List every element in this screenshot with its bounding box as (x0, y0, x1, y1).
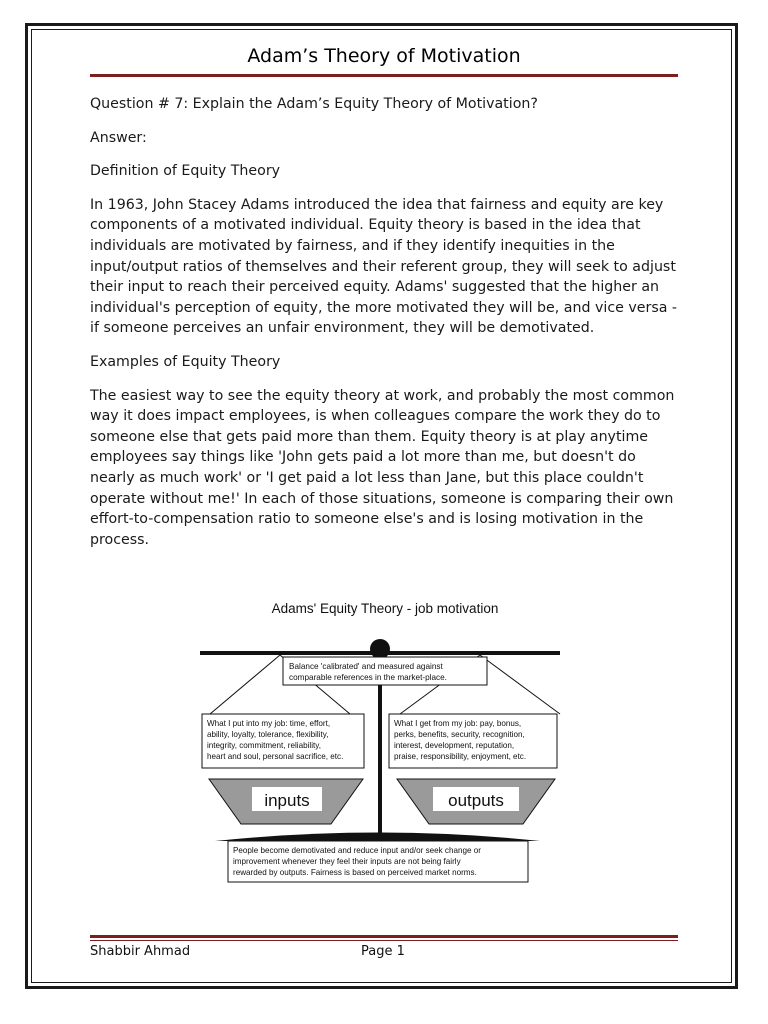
footer-author: Shabbir Ahmad (90, 944, 191, 959)
outputs-box-line-1: What I get from my job: pay, bonus, (394, 719, 522, 728)
answer-label: Answer: (90, 129, 147, 146)
balance-beam (200, 651, 560, 655)
top-box-line-2: comparable references in the market-place. (289, 673, 447, 682)
outputs-box-line-3: interest, development, reputation, (394, 741, 515, 750)
inputs-label: inputs (264, 791, 310, 810)
inputs-box-line-4: heart and soul, personal sacrifice, etc. (207, 752, 344, 761)
diagram-title: Adams' Equity Theory - job motivation (271, 601, 499, 616)
section-heading-examples: Examples of Equity Theory (90, 353, 281, 370)
document-body (90, 94, 680, 563)
top-box-line-1: Balance 'calibrated' and measured against (289, 662, 443, 671)
inputs-box-line-3: integrity, commitment, reliability, (207, 741, 321, 750)
bottom-box-line-3: rewarded by outputs. Fairness is based on perceived market norms. (233, 868, 477, 877)
scale-base (215, 833, 540, 842)
footer-page-number: Page 1 (361, 944, 405, 959)
left-string-a (210, 655, 280, 714)
outputs-box-line-2: perks, benefits, security, recognition, (394, 730, 525, 739)
outputs-box-line-4: praise, responsibility, enjoyment, etc. (394, 752, 527, 761)
bottom-box-line-2: improvement whenever they feel their inputs are not being fairly (233, 857, 461, 866)
inputs-box-line-1: What I put into my job: time, effort, (207, 719, 331, 728)
right-string-b (480, 655, 560, 714)
footer-rule-thin (90, 940, 678, 941)
paragraph-definition: In 1963, John Stacey Adams introduced the idea that fairness and equity are key components of a motivated individual. Equity theory is based in the idea that individuals are motivated by fairness, and if they identify inequities in the input/output ratios of themselves and their referent group, they will seek to adjust their input to reach their perceived equity. Adams' suggested that the higher an individual's perception of equity, the more motivated they will be, and vice versa - if someone perceives an unfair environment, they will be demotivated. (90, 196, 678, 337)
outputs-label: outputs (448, 791, 504, 810)
equity-theory-diagram (195, 596, 575, 891)
question-text: Question # 7: Explain the Adam’s Equity Theory of Motivation? (90, 96, 538, 112)
section-heading-definition: Definition of Equity Theory (90, 163, 281, 180)
page-title: Adam’s Theory of Motivation (247, 45, 521, 67)
bottom-box-line-1: People become demotivated and reduce input and/or seek change or (233, 846, 481, 855)
paragraph-examples: The easiest way to see the equity theory at work, and probably the most common way it does impact employees, is when colleagues compare the work they do to someone else that gets paid more than them. Equity theory is at play anytime employees say things like 'John gets paid a lot more than me, but doesn't do nearly as much work' or 'I get paid a lot less than Jane, but this place couldn't operate without me!' In each of those situations, someone is comparing their own effort-to-compensation ratio to someone else's and is losing motivation in the process. (90, 387, 675, 548)
title-rule (90, 74, 678, 77)
inputs-box-line-2: ability, loyalty, tolerance, flexibility, (207, 730, 329, 739)
footer-rule-thick (90, 935, 678, 938)
